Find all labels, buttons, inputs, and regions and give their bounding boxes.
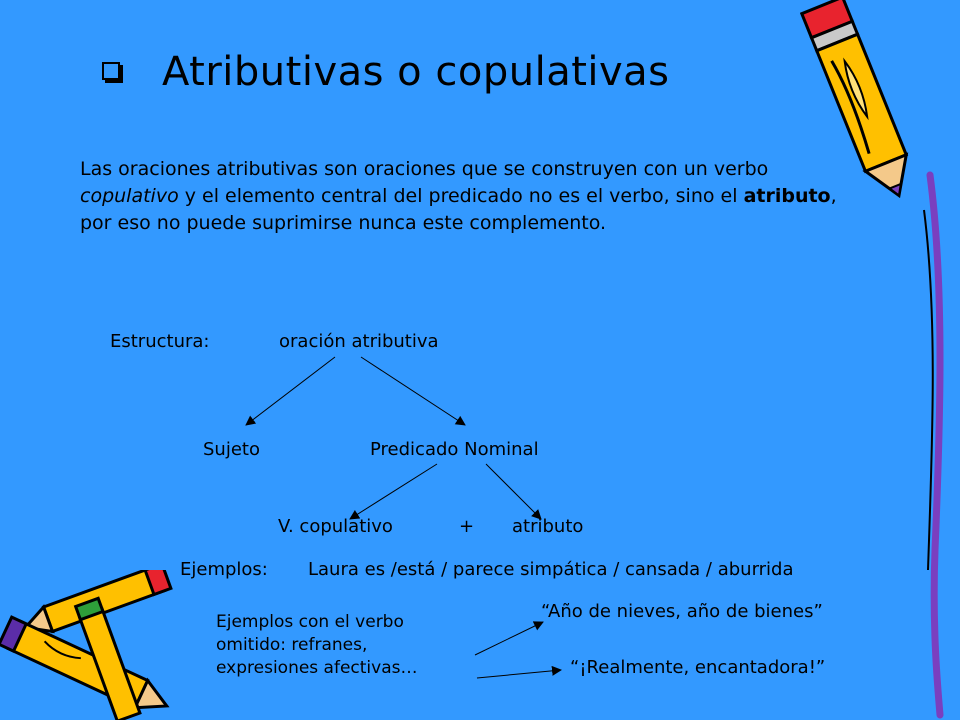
omitted-line-1: Ejemplos con el verbo [216, 612, 404, 632]
paragraph-text-3: , por eso no puede suprimirse nunca este complemento. [80, 185, 837, 234]
arrow-to-example-2 [477, 670, 561, 678]
paragraph-text-2: y el elemento central del predicado no es el verbo, sino el [178, 185, 744, 207]
tree-predicado: Predicado Nominal [370, 439, 539, 460]
omitted-example-2: “¡Realmente, encantadora!” [570, 657, 826, 678]
tree-verbo: V. copulativo [278, 516, 393, 537]
omitted-example-1: “Año de nieves, año de bienes” [541, 601, 823, 622]
tree-root: oración atributiva [279, 331, 439, 352]
arrow-predicado-to-atributo [486, 464, 541, 519]
examples-label: Ejemplos: [180, 559, 268, 580]
arrow-predicado-to-verbo [350, 464, 437, 519]
tree-sujeto: Sujeto [203, 439, 260, 460]
paragraph-bold-term: atributo [743, 185, 831, 207]
arrow-root-to-predicado [361, 357, 465, 425]
omitted-line-3: expresiones afectivas… [216, 658, 418, 678]
structure-label: Estructura: [110, 331, 210, 352]
arrow-root-to-sujeto [246, 357, 335, 425]
paragraph-italic-term: copulativo [80, 185, 179, 207]
slide-title: Atributivas o copulativas [162, 49, 670, 95]
omitted-line-2: omitido: refranes, [216, 635, 368, 655]
arrow-to-example-1 [475, 622, 543, 655]
tree-atributo: atributo [512, 516, 584, 537]
examples-text: Laura es /está / parece simpática / cansada / aburrida [308, 559, 794, 580]
tree-plus: + [459, 516, 475, 537]
paragraph-text-1: Las oraciones atributivas son oraciones que se construyen con un verbo [80, 158, 769, 180]
